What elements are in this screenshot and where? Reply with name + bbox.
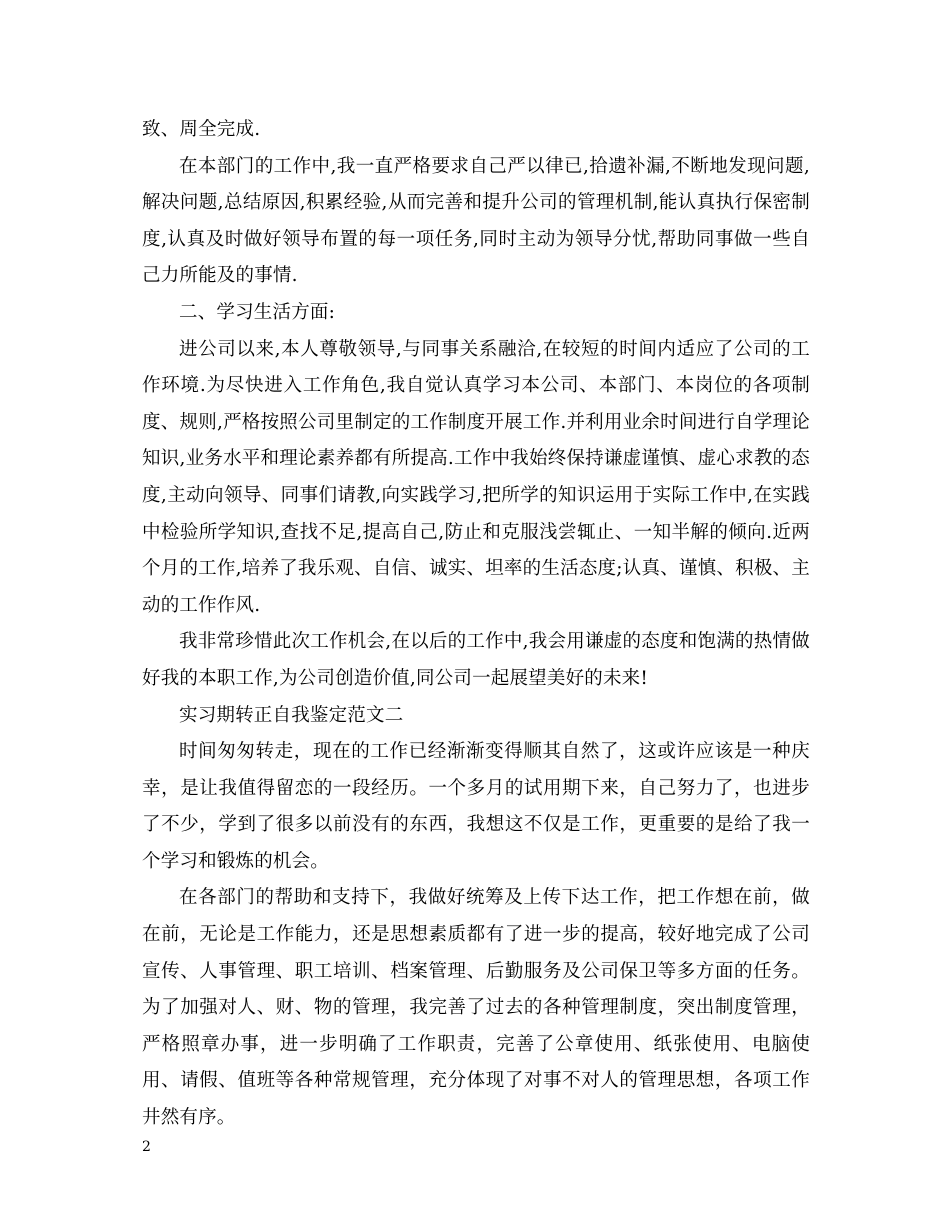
paragraph-1: 致、周全完成. xyxy=(142,119,261,140)
paragraph-2: 在本部门的工作中,我一直严格要求自己严以律已,拾遗补漏,不断地发现问题,解决问题,总结原因,积累经验,从而完善和提升公司的管理机制,能认真执行保密制度,认真及时做好领导布置的每一项任务,同时主动为领导分忧,帮助同事做一些自己力所能及的事情. xyxy=(142,155,810,287)
page-number: 2 xyxy=(142,1139,151,1155)
section-heading-sample-two: 实习期转正自我鉴定范文二 xyxy=(179,704,404,726)
paragraph-8: 在各部门的帮助和支持下，我做好统筹及上传下达工作，把工作想在前，做在前，无论是工作能力，还是思想素质都有了进一步的提高，较好地完成了公司宣传、人事管理、职工培训、档案管理、后勤服务及公司保卫等多方面的任务。为了加强对人、财、物的管理，我完善了过去的各种管理制度，突出制度管理，严格照章办事，进一步明确了工作职责，完善了公章使用、纸张使用、电脑使用、请假、值班等各种常规管理，充分体现了对事不对人的管理思想，各项工作井然有序。 xyxy=(142,887,810,1129)
section-heading-study-life: 二、学习生活方面: xyxy=(179,301,336,323)
document-body xyxy=(142,112,810,1137)
paragraph-4: 进公司以来,本人尊敬领导,与同事关系融洽,在较短的时间内适应了公司的工作环境.为尽快进入工作角色,我自觉认真学习本公司、本部门、本岗位的各项制度、规则,严格按照公司里制定的工作制度开展工作.并利用业余时间进行自学理论知识,业务水平和理论素养都有所提高.工作中我始终保持谦虚谨慎、虚心求教的态度,主动向领导、同事们请教,向实践学习,把所学的知识运用于实际工作中,在实践中检验所学知识,查找不足,提高自己,防止和克服浅尝辄止、一知半解的倾向.近两个月的工作,培养了我乐观、自信、诚实、坦率的生活态度;认真、谨慎、积极、主动的工作作风. xyxy=(142,338,810,616)
paragraph-7: 时间匆匆转走，现在的工作已经渐渐变得顺其自然了，这或许应该是一种庆幸，是让我值得留恋的一段经历。一个多月的试用期下来，自己努力了，也进步了不少，学到了很多以前没有的东西，我想这不仅是工作，更重要的是给了我一个学习和锻炼的机会。 xyxy=(142,741,810,872)
paragraph-5: 我非常珍惜此次工作机会,在以后的工作中,我会用谦虚的态度和饱满的热情做好我的本职工作,为公司创造价值,同公司一起展望美好的未来! xyxy=(142,631,810,689)
